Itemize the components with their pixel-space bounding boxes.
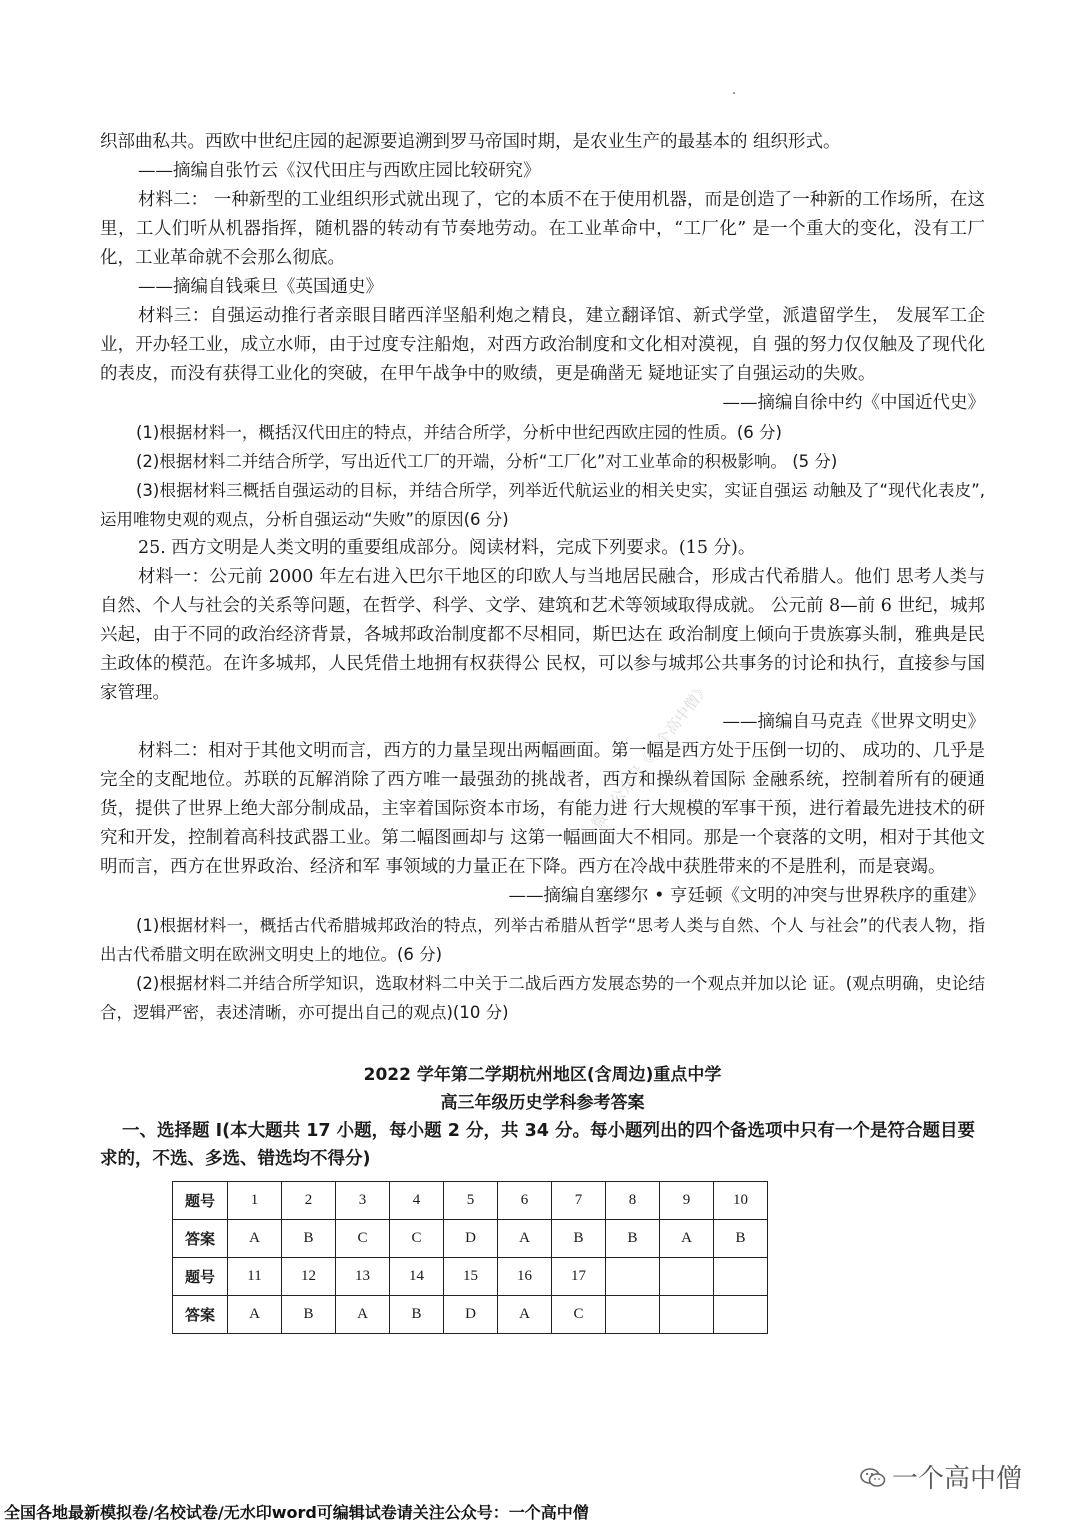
- wechat-icon: [860, 1466, 886, 1488]
- cell: 2: [282, 1182, 336, 1220]
- cell: A: [228, 1296, 282, 1334]
- cell: C: [390, 1220, 444, 1258]
- document-page: [100, 128, 985, 1334]
- footer-notice: 全国各地最新模拟卷/名校试卷/无水印word可编辑试卷请关注公众号：一个高中僧: [4, 1503, 589, 1522]
- cell: B: [282, 1296, 336, 1334]
- section-1-title: 一、选择题 I(本大题共 17 小题，每小题 2 分，共 34 分。每小题列出的四个备选项中只有一个是符合题目要求的，不选、多选、错选均不得分): [100, 1121, 976, 1169]
- cell: B: [714, 1220, 768, 1258]
- q24-part1: (1)根据材料一，概括汉代田庄的特点，并结合所学，分析中世纪西欧庄园的性质。(6 分): [136, 423, 782, 442]
- source-1: ——摘编自张竹云《汉代田庄与西欧庄园比较研究》: [138, 161, 541, 181]
- cell: A: [498, 1296, 552, 1334]
- cell: 10: [714, 1182, 768, 1220]
- watermark-text: 一个高中僧: [892, 1464, 1023, 1494]
- cell: [660, 1296, 714, 1334]
- cell: A: [336, 1296, 390, 1334]
- cell: 14: [390, 1258, 444, 1296]
- cell: 6: [498, 1182, 552, 1220]
- q24-part3: (3)根据材料三概括自强运动的目标，并结合所学，列举近代航运业的相关史实，实证自强运 动触及了“现代化表皮”,运用唯物史观的观点，分析自强运动“失败”的原因(6 分): [100, 481, 985, 529]
- cell: 12: [282, 1258, 336, 1296]
- label-question: 题号: [173, 1182, 228, 1220]
- cell: [606, 1258, 660, 1296]
- cell: 5: [444, 1182, 498, 1220]
- cell: [606, 1296, 660, 1334]
- material-2: 材料二： 一种新型的工业组织形式就出现了，它的本质不在于使用机器，而是创造了一种新的工作场所，在这里，工人们听从机器指挥，随机器的转动有节奏地劳动。在工业革命中，“工厂化” 是一个重大的变化，没有工厂化，工业革命就不会那么彻底。: [100, 190, 985, 268]
- cell: 11: [228, 1258, 282, 1296]
- label-question: 题号: [173, 1258, 228, 1296]
- cell: B: [282, 1220, 336, 1258]
- diagonal-watermark: 微信公众号《一个高中僧》: [587, 679, 713, 833]
- cell: 7: [552, 1182, 606, 1220]
- cell: 16: [498, 1258, 552, 1296]
- wechat-watermark: [860, 1458, 1022, 1495]
- cell: 9: [660, 1182, 714, 1220]
- material-3: 材料三：自强运动推行者亲眼目睹西洋坚船利炮之精良，建立翻译馆、新式学堂，派遣留学生， 发展军工企业，开办轻工业，成立水师，由于过度专注船炮，对西方政治制度和文化相对漠视，自 强的努力仅仅触及了现代化的表皮，而没有获得工业化的突破，在甲午战争中的败绩，更是确凿无 疑地证实了自强运动的失败。: [100, 306, 985, 384]
- q25-source-1: ——摘编自马克垚《世界文明史》: [722, 712, 985, 732]
- answer-heading-1: 2022 学年第二学期杭州地区(含周边)重点中学: [363, 1065, 722, 1085]
- cell: B: [552, 1220, 606, 1258]
- cell: 17: [552, 1258, 606, 1296]
- q25-title: 25. 西方文明是人类文明的重要组成部分。阅读材料，完成下列要求。(15 分)。: [138, 538, 756, 558]
- cell: 3: [336, 1182, 390, 1220]
- table-row: [173, 1258, 768, 1296]
- cell: [660, 1258, 714, 1296]
- label-answer: 答案: [173, 1296, 228, 1334]
- cell: A: [228, 1220, 282, 1258]
- q24-part2: (2)根据材料二并结合所学，写出近代工厂的开端，分析“工厂化”对工业革命的积极影响。 (5 分): [136, 452, 838, 471]
- cell: 15: [444, 1258, 498, 1296]
- cell: A: [660, 1220, 714, 1258]
- cell: 4: [390, 1182, 444, 1220]
- cell: [714, 1258, 768, 1296]
- cell: B: [390, 1296, 444, 1334]
- cell: 1: [228, 1182, 282, 1220]
- cell: [714, 1296, 768, 1334]
- cell: D: [444, 1220, 498, 1258]
- cell: 13: [336, 1258, 390, 1296]
- label-answer: 答案: [173, 1220, 228, 1258]
- source-3: ——摘编自徐中约《中国近代史》: [722, 393, 985, 413]
- cell: B: [606, 1220, 660, 1258]
- q25-part1: (1)根据材料一，概括古代希腊城邦政治的特点，列举古希腊从哲学“思考人类与自然、个人 与社会”的代表人物，指出古代希腊文明在欧洲文明史上的地位。(6 分): [100, 916, 985, 964]
- table-row: [173, 1220, 768, 1258]
- table-row: [173, 1182, 768, 1220]
- cell: D: [444, 1296, 498, 1334]
- speck: [733, 92, 735, 94]
- q25-source-2: ——摘编自塞缪尔 • 亨廷顿《文明的冲突与世界秩序的重建》: [508, 886, 985, 906]
- q25-part2: (2)根据材料二并结合所学知识，选取材料二中关于二战后西方发展态势的一个观点并加以论 证。(观点明确，史论结合，逻辑严密，表述清晰，亦可提出自己的观点)(10 分): [100, 974, 985, 1022]
- cell: C: [336, 1220, 390, 1258]
- q25-material-1: 材料一：公元前 2000 年左右进入巴尔干地区的印欧人与当地居民融合，形成古代希腊人。他们 思考人类与自然、个人与社会的关系等问题，在哲学、科学、文学、建筑和艺术等领域取得成就。 公元前 8—前 6 世纪，城邦兴起，由于不同的政治经济背景，各城邦政治制度都不尽相同，斯巴达在 政治制度上倾向于贵族寡头制，雅典是民主政体的模范。在许多城邦，人民凭借土地拥有权获得公 民权，可以参与城邦公共事务的讨论和执行，直接参与国家管理。: [100, 567, 985, 703]
- answer-table: [172, 1181, 768, 1334]
- answer-heading-2: 高三年级历史学科参考答案: [440, 1093, 645, 1113]
- material1-tail: 织部曲私共。西欧中世纪庄园的起源要追溯到罗马帝国时期，是农业生产的最基本的 组织形式。: [100, 132, 841, 152]
- q25-material-2: 材料二：相对于其他文明而言，西方的力量呈现出两幅画面。第一幅是西方处于压倒一切的、 成功的、几乎是完全的支配地位。苏联的瓦解消除了西方唯一最强劲的挑战者，西方和操纵着国际 金融系统，控制着所有的硬通货，提供了世界上绝大部分制成品，主宰着国际资本市场，有能力进 行大规模的军事干预，进行着最先进技术的研究和开发，控制着高科技武器工业。第二幅图画却与 这第一幅画面大不相同。那是一个衰落的文明，相对于其他文明而言，西方在世界政治、经济和军 事领域的力量正在下降。西方在冷战中获胜带来的不是胜利，而是衰竭。: [100, 741, 985, 877]
- cell: 8: [606, 1182, 660, 1220]
- source-2: ——摘编自钱乘旦《英国通史》: [138, 277, 383, 297]
- cell: A: [498, 1220, 552, 1258]
- table-row: [173, 1296, 768, 1334]
- cell: C: [552, 1296, 606, 1334]
